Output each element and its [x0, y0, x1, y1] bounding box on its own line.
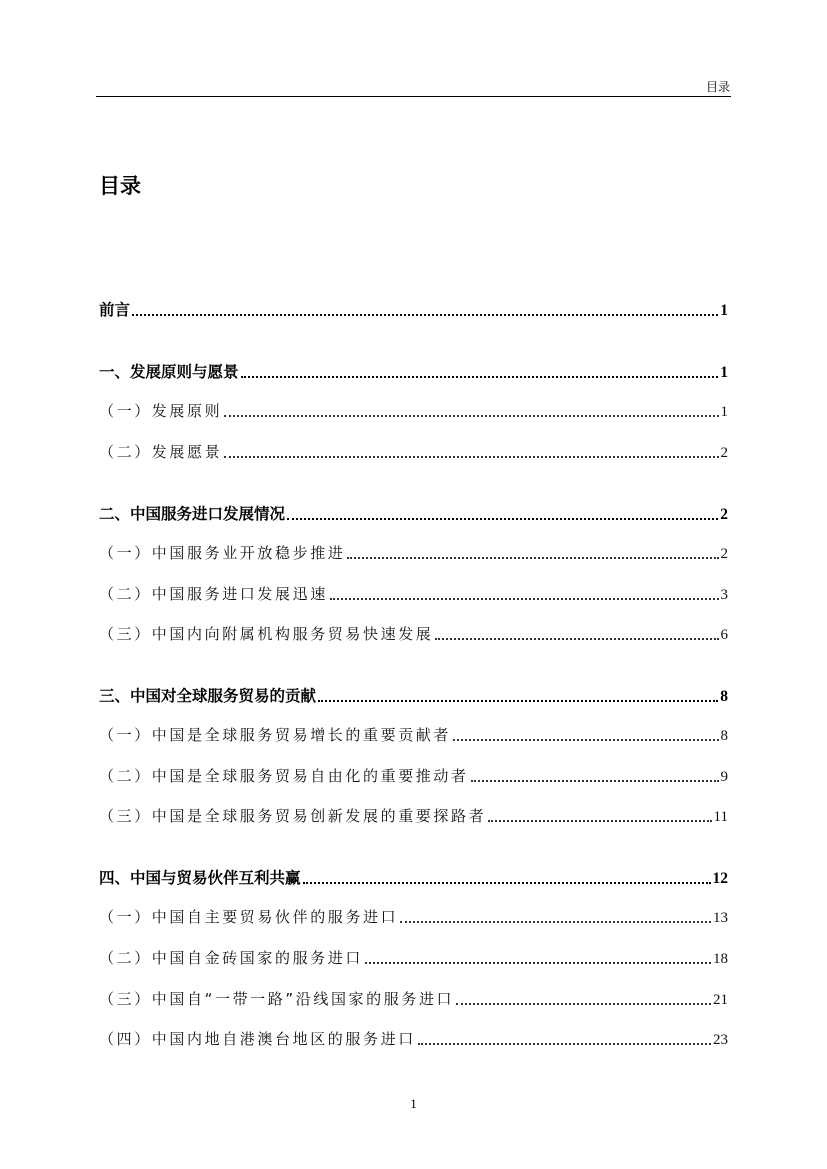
toc-entry-section-2[interactable] [99, 504, 728, 525]
toc-page-number: 18 [713, 951, 728, 967]
running-header: 目录 [705, 80, 730, 94]
toc-leader-dots [418, 1043, 711, 1045]
toc-page-number: 12 [712, 870, 728, 887]
toc-leader-dots [471, 780, 719, 782]
toc-leader-dots [453, 739, 718, 741]
header-divider [96, 96, 731, 97]
toc-page-number: 23 [713, 1032, 728, 1048]
toc-entry-section-4-1[interactable] [99, 907, 728, 928]
toc-entry-label: （一）中国是全球服务贸易增长的重要贡献者 [99, 726, 452, 744]
toc-page-number: 9 [720, 769, 728, 785]
toc-entry-label: 三、中国对全球服务贸易的贡献 [99, 687, 317, 705]
toc-leader-dots [400, 921, 711, 923]
toc-entry-section-4[interactable] [99, 868, 728, 889]
toc-entry-label: 四、中国与贸易伙伴互利共赢 [99, 869, 301, 887]
toc-entry-label: 一、发展原则与愿景 [99, 363, 239, 381]
toc-entry-label: （三）中国内向附属机构服务贸易快速发展 [99, 625, 434, 643]
toc-entry-label: 前言 [99, 301, 131, 319]
toc-leader-dots [132, 314, 718, 316]
toc-entry-section-3-3[interactable] [99, 806, 728, 827]
toc-page-number: 2 [720, 445, 728, 461]
page-number-footer: 1 [410, 1096, 417, 1111]
toc-entry-label: （三）中国是全球服务贸易创新发展的重要探路者 [99, 807, 487, 825]
toc-leader-dots [241, 376, 719, 378]
toc-leader-dots [287, 518, 718, 520]
toc-entry-label: （一）发展原则 [99, 402, 223, 420]
page-title: 目录 [99, 174, 141, 198]
toc-leader-dots [330, 598, 719, 600]
toc-page-number: 2 [720, 546, 728, 562]
toc-page-number: 1 [720, 364, 728, 381]
toc-page-number: 1 [720, 302, 728, 319]
toc-entry-section-3-1[interactable] [99, 725, 728, 746]
toc-leader-dots [456, 1003, 711, 1005]
toc-page-number: 6 [720, 627, 728, 643]
toc-entry-section-2-2[interactable] [99, 584, 728, 605]
toc-entry-section-1[interactable] [99, 362, 728, 383]
toc-leader-dots [303, 882, 711, 884]
toc-entry-section-2-1[interactable] [99, 543, 728, 564]
toc-entry-section-4-4[interactable] [99, 1029, 728, 1050]
toc-entry-label: （三）中国自“一带一路”沿线国家的服务进口 [99, 990, 455, 1008]
toc-entry-section-3-2[interactable] [99, 766, 728, 787]
toc-entry-section-1-2[interactable] [99, 442, 728, 463]
toc-entry-label: （二）中国是全球服务贸易自由化的重要推动者 [99, 767, 469, 785]
toc-entry-section-2-3[interactable] [99, 624, 728, 645]
toc-page-number: 13 [713, 910, 728, 926]
toc-page-number: 8 [720, 688, 728, 705]
toc-entry-label: （一）中国自主要贸易伙伴的服务进口 [99, 908, 399, 926]
toc-page-number: 3 [720, 587, 728, 603]
toc-entry-label: （二）中国自金砖国家的服务进口 [99, 949, 364, 967]
toc-page-number: 11 [713, 809, 728, 825]
toc-leader-dots [365, 962, 711, 964]
toc-entry-section-1-1[interactable] [99, 401, 728, 422]
toc-entry-section-4-3[interactable] [99, 989, 728, 1010]
toc-leader-dots [224, 415, 718, 417]
toc-page-number: 2 [720, 506, 728, 523]
toc-entry-label: （一）中国服务业开放稳步推进 [99, 544, 346, 562]
toc-leader-dots [488, 820, 711, 822]
toc-entry-label: （四）中国内地自港澳台地区的服务进口 [99, 1030, 416, 1048]
toc-entry-label: （二）中国服务进口发展迅速 [99, 585, 328, 603]
toc-page-number: 1 [720, 404, 728, 420]
toc-entry-section-3[interactable] [99, 686, 728, 707]
toc-leader-dots [435, 638, 718, 640]
toc-leader-dots [318, 700, 718, 702]
toc-page-number: 8 [720, 728, 728, 744]
toc-page-number: 21 [713, 992, 728, 1008]
toc-leader-dots [224, 456, 718, 458]
toc-entry-section-4-2[interactable] [99, 948, 728, 969]
toc-entry-label: 二、中国服务进口发展情况 [99, 505, 286, 523]
toc-entry-label: （二）发展愿景 [99, 443, 223, 461]
toc-leader-dots [347, 557, 718, 559]
toc-entry-preface[interactable] [99, 300, 728, 321]
